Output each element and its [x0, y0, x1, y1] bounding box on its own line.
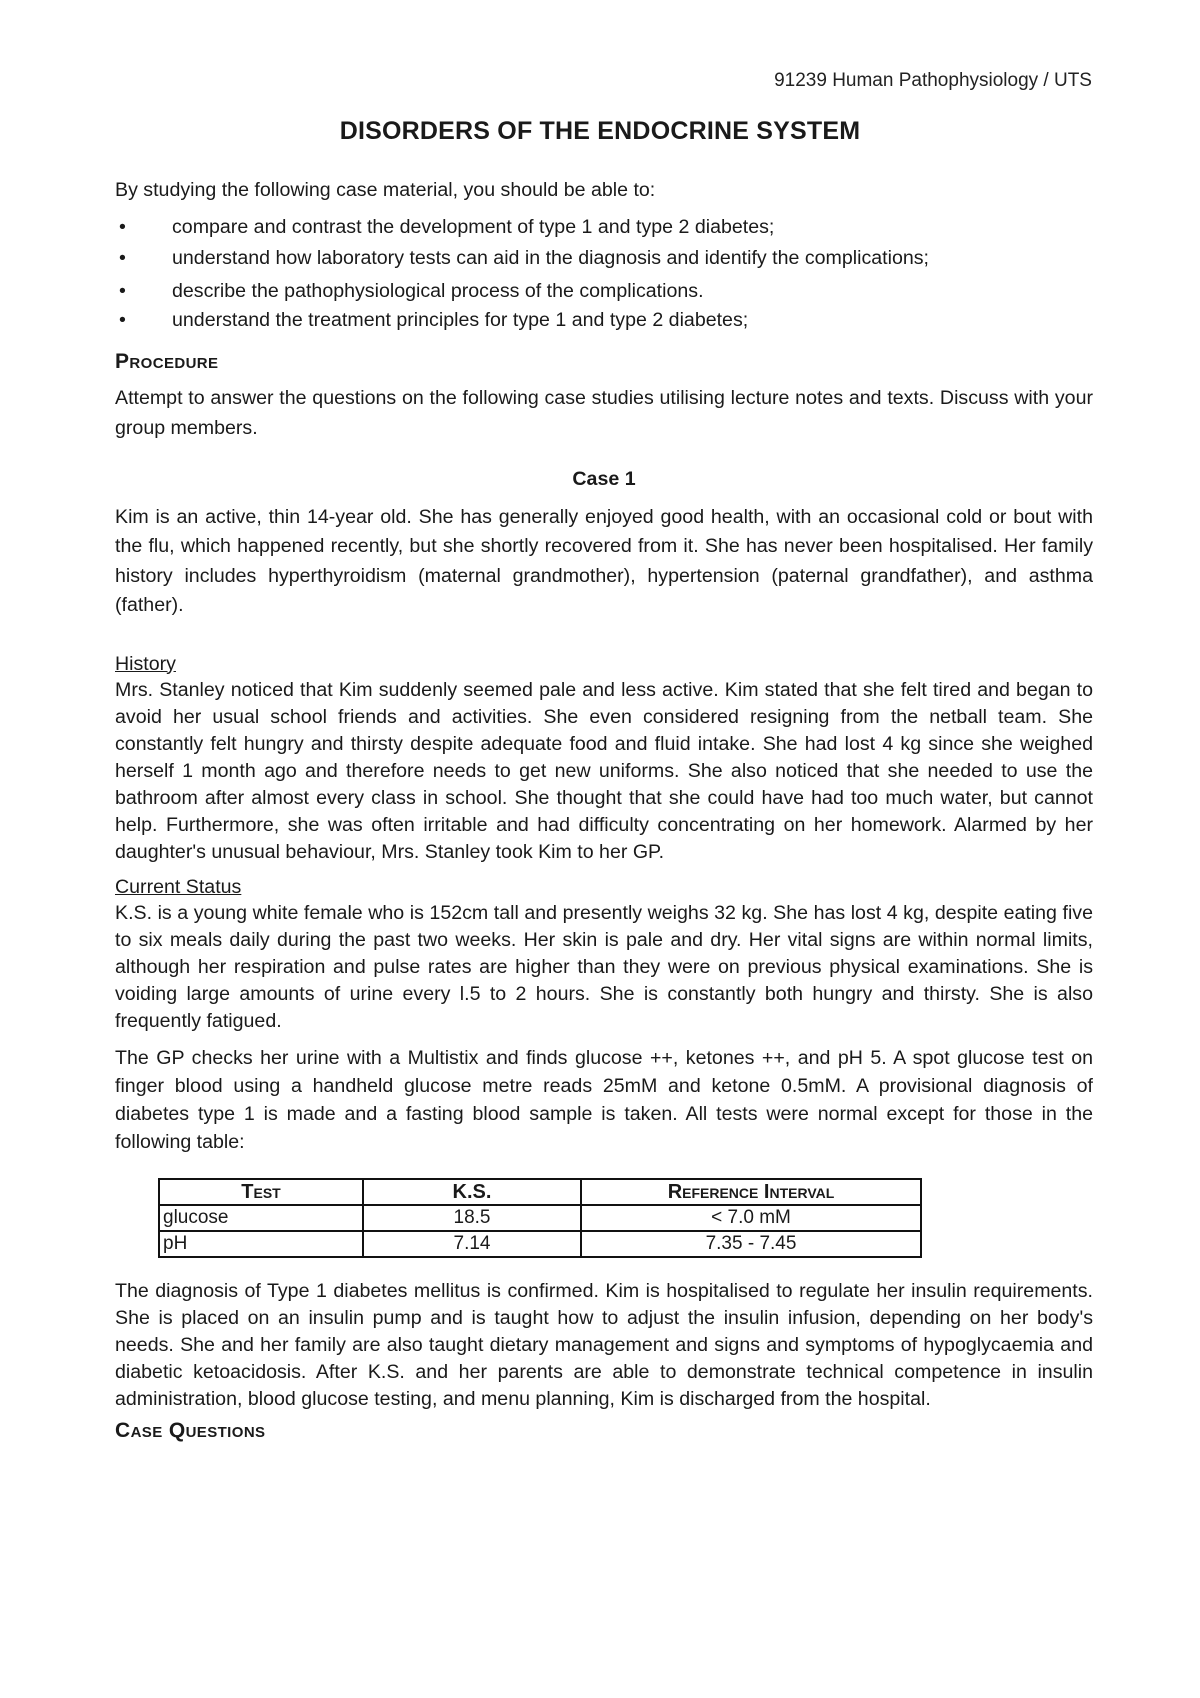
bullet-icon: •	[119, 215, 126, 238]
history-heading: History	[115, 652, 176, 675]
procedure-text: Attempt to answer the questions on the following case studies utilising lecture notes and texts. Discuss with your group members.	[115, 387, 1093, 439]
cell-test: glucose	[159, 1205, 363, 1231]
header-ks: K.S.	[363, 1179, 581, 1205]
bullet-icon: •	[119, 308, 126, 331]
table-row	[159, 1231, 921, 1257]
history-text: Mrs. Stanley noticed that Kim suddenly seemed pale and less active. Kim stated that she felt tired and began to avoid her usual school friends and activities. She even considered resigning from the netball team. She constantly felt hungry and thirsty despite adequate food and fluid intake. She had lost 4 kg since she weighed herself 1 month ago and therefore needs to get new uniforms. She also noticed that she needed to use the bathroom after almost every class in school. She thought that she could have had too much water, but cannot help. Furthermore, she was often irritable and had difficulty concentrating on her homework. Alarmed by her daughter's unusual behaviour, Mrs. Stanley took Kim to her GP.	[115, 678, 1093, 863]
cell-reference: < 7.0 mM	[581, 1205, 921, 1231]
bullet-icon: •	[119, 279, 126, 302]
status-heading: Current Status	[115, 875, 242, 898]
procedure-heading: Procedure	[115, 349, 219, 373]
intro-text: By studying the following case material, you should be able to:	[115, 179, 656, 201]
bullet-icon: •	[119, 246, 126, 269]
list-item: • understand the treatment principles for type 1 and type 2 diabetes;	[119, 308, 749, 331]
case-intro: Kim is an active, thin 14-year old. She has generally enjoyed good health, with an occasional cold or bout with the flu, which happened recently, but she shortly recovered from it. She has never been hospitalised. Her family history includes hyperthyroidism (maternal grandmother), hypertension (paternal grandfather), and asthma (father).	[115, 505, 1093, 616]
list-item: • compare and contrast the development of type 1 and type 2 diabetes;	[115, 212, 1093, 243]
objectives-list	[115, 212, 1093, 333]
cell-test: pH	[159, 1231, 363, 1257]
cell-reference: 7.35 - 7.45	[581, 1231, 921, 1257]
page-title: DISORDERS OF THE ENDOCRINE SYSTEM	[339, 117, 861, 145]
case-questions-heading: Case Questions	[115, 1418, 266, 1442]
list-item: • understand how laboratory tests can aid in the diagnosis and identify the complications;	[115, 243, 1093, 274]
diagnosis-text: The diagnosis of Type 1 diabetes mellitus is confirmed. Kim is hospitalised to regulate her insulin requirements. She is placed on an insulin pump and is taught how to adjust the insulin infusion, depending on her body's needs. She and her family are also taught dietary management and signs and symptoms of hypoglycaemia and diabetic ketoacidosis. After K.S. and her parents are able to demonstrate technical competence in insulin administration, blood glucose testing, and menu planning, Kim is discharged from the hospital.	[115, 1279, 1093, 1411]
cell-value: 18.5	[363, 1205, 581, 1231]
cell-value: 7.14	[363, 1231, 581, 1257]
case-heading: Case 1	[572, 468, 636, 490]
list-item: • describe the pathophysiological process of the complications.	[115, 276, 1093, 307]
course-header: 91239 Human Pathophysiology / UTS	[774, 70, 1092, 91]
table-header-row	[159, 1179, 921, 1205]
header-test: Test	[159, 1179, 363, 1205]
lab-results-table	[158, 1178, 922, 1258]
status-text: K.S. is a young white female who is 152cm tall and presently weighs 32 kg. She has lost 4 kg, despite eating five to six meals daily during the past two weeks. Her skin is pale and dry. Her vital signs are within normal limits, although her respiration and pulse rates are higher than they were on previous physical examinations. She is voiding large amounts of urine every l.5 to 2 hours. She is constantly both hungry and thirsty. She is also frequently fatigued.	[115, 901, 1093, 1033]
header-reference: Reference Interval	[581, 1179, 921, 1205]
gp-text: The GP checks her urine with a Multistix and finds glucose ++, ketones ++, and pH 5. A spot glucose test on finger blood using a handheld glucose metre reads 25mM and ketone 0.5mM. A provisional diagnosis of diabetes type 1 is made and a fasting blood sample is taken. All tests were normal except for those in the following table:	[115, 1046, 1093, 1153]
table-row	[159, 1205, 921, 1231]
document-body	[115, 176, 1093, 1445]
